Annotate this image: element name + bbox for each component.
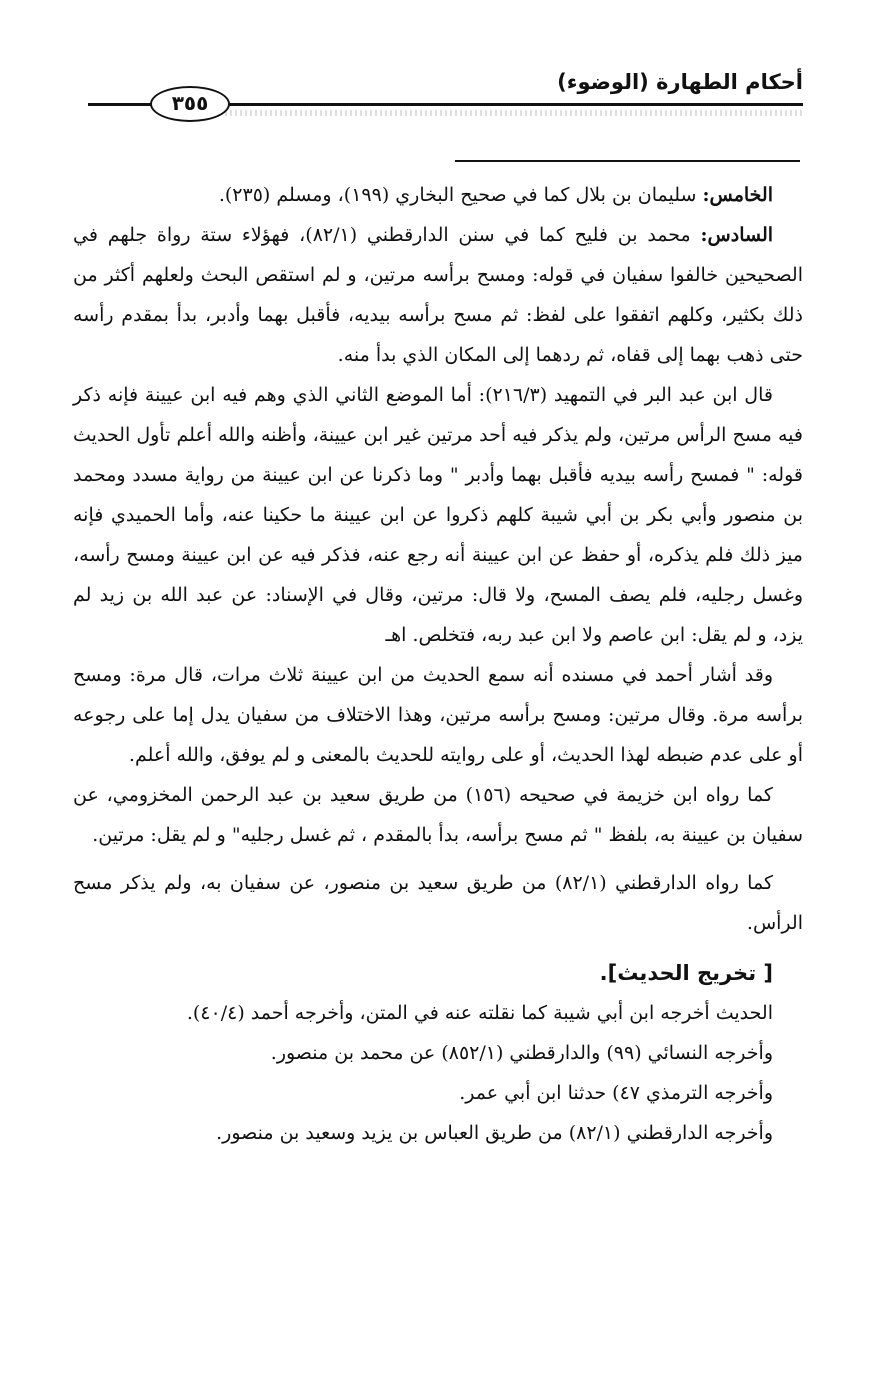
takhrij-line: وأخرجه الدارقطني (٨٢/١) من طريق العباس بن يزيد وسعيد بن منصور. [216,1122,773,1144]
takhrij-line: وأخرجه الترمذي ٤٧) حدثنا ابن أبي عمر. [459,1082,773,1104]
paragraph-text: محمد بن فليح كما في سنن الدارقطني (٨٢/١)، فهؤلاء ستة رواة جلهم في الصحيحين خالفوا سفيان في قوله: ومسح برأسه مرتين، و لم استقص البحث ولعلهم أكثر من ذلك بكثير، وكلهم اتفقوا على لفظ: ثم مسح برأسه بيديه، فأقبل بهما وأدبر، بدأ بمقدم رأسه حتى ذهب بهما إلى قفاه، ثم ردهما إلى المكان الذي بدأ منه. [73,224,803,366]
footnote-rule [455,160,800,162]
paragraph-ahmad: وقد أشار أحمد في مسنده أنه سمع الحديث من ابن عيينة ثلاث مرات، قال مرة: ومسح برأسه مرة. وقال مرتين: ومسح برأسه مرتين، وهذا الاختلاف من سفيان يدل إما على رجوعه أو على عدم ضبطه لهذا الحديث، أو على روايته للحديث بالمعنى و لم يوفق، والله أعلم. [73,664,803,766]
paragraph-daraqutni: كما رواه الدارقطني (٨٢/١) من طريق سعيد بن منصور، عن سفيان به، ولم يذكر مسح الرأس. [73,872,803,934]
page-number: ٣٥٥ [150,86,230,122]
paragraph-fifth [73,175,803,215]
paragraph-sixth [73,215,803,375]
running-title: أحكام الطهارة (الوضوء) [557,70,803,94]
paragraph-text: سليمان بن بلال كما في صحيح البخاري (١٩٩)، ومسلم (٢٣٥). [218,184,703,206]
paragraph-ibn-khuzayma: كما رواه ابن خزيمة في صحيحه (١٥٦) من طريق سعيد بن عبد الرحمن المخزومي، عن سفيان بن عيينة به، بلفظ " ثم مسح برأسه، بدأ بالمقدم ، ثم غسل رجليه" و لم يقل: مرتين. [73,784,803,846]
body-text [73,175,803,1153]
takhrij-line: الحديث أخرجه ابن أبي شيبة كما نقلته عنه في المتن، وأخرجه أحمد (٤٠/٤). [186,1002,773,1024]
paragraph-label: السادس: [700,224,774,246]
paragraph-ibn-abd-albarr: قال ابن عبد البر في التمهيد (٢١٦/٣): أما الموضع الثاني الذي وهم فيه ابن عيينة فإنه ذكر فيه مسح الرأس مرتين، ولم يذكر فيه أحد مرتين غير ابن عيينة، وأظنه والله أعلم تأول الحديث قوله: " فمسح رأسه بيديه فأقبل بهما وأدبر " وما ذكرنا عن ابن عيينة من رواية مسدد ومحمد بن منصور وأبي بكر بن أبي شيبة كلهم ذكروا عن ابن عيينة ما حكينا عنه، وأما الحميدي فإنه ميز ذلك فلم يذكره، أو حفظ عن ابن عيينة أنه رجع عنه، فذكر فيه عن ابن عيينة ومسح رأسه، وغسل رجليه، فلم يصف المسح، ولا قال: مرتين، وقال في الإسناد: عن عبد الله بن زيد لم يزد، و لم يقل: ابن عاصم ولا ابن عبد ربه، فتخلص. اهـ [73,384,803,646]
takhrij-line: وأخرجه النسائي (٩٩) والدارقطني (٨٥٢/١) عن محمد بن منصور. [270,1042,773,1064]
takhrij-list [73,993,803,1153]
header-rule-texture [225,110,803,116]
paragraph-label: الخامس: [702,184,773,206]
takhrij-heading: [ تخريج الحديث]. [599,961,773,985]
